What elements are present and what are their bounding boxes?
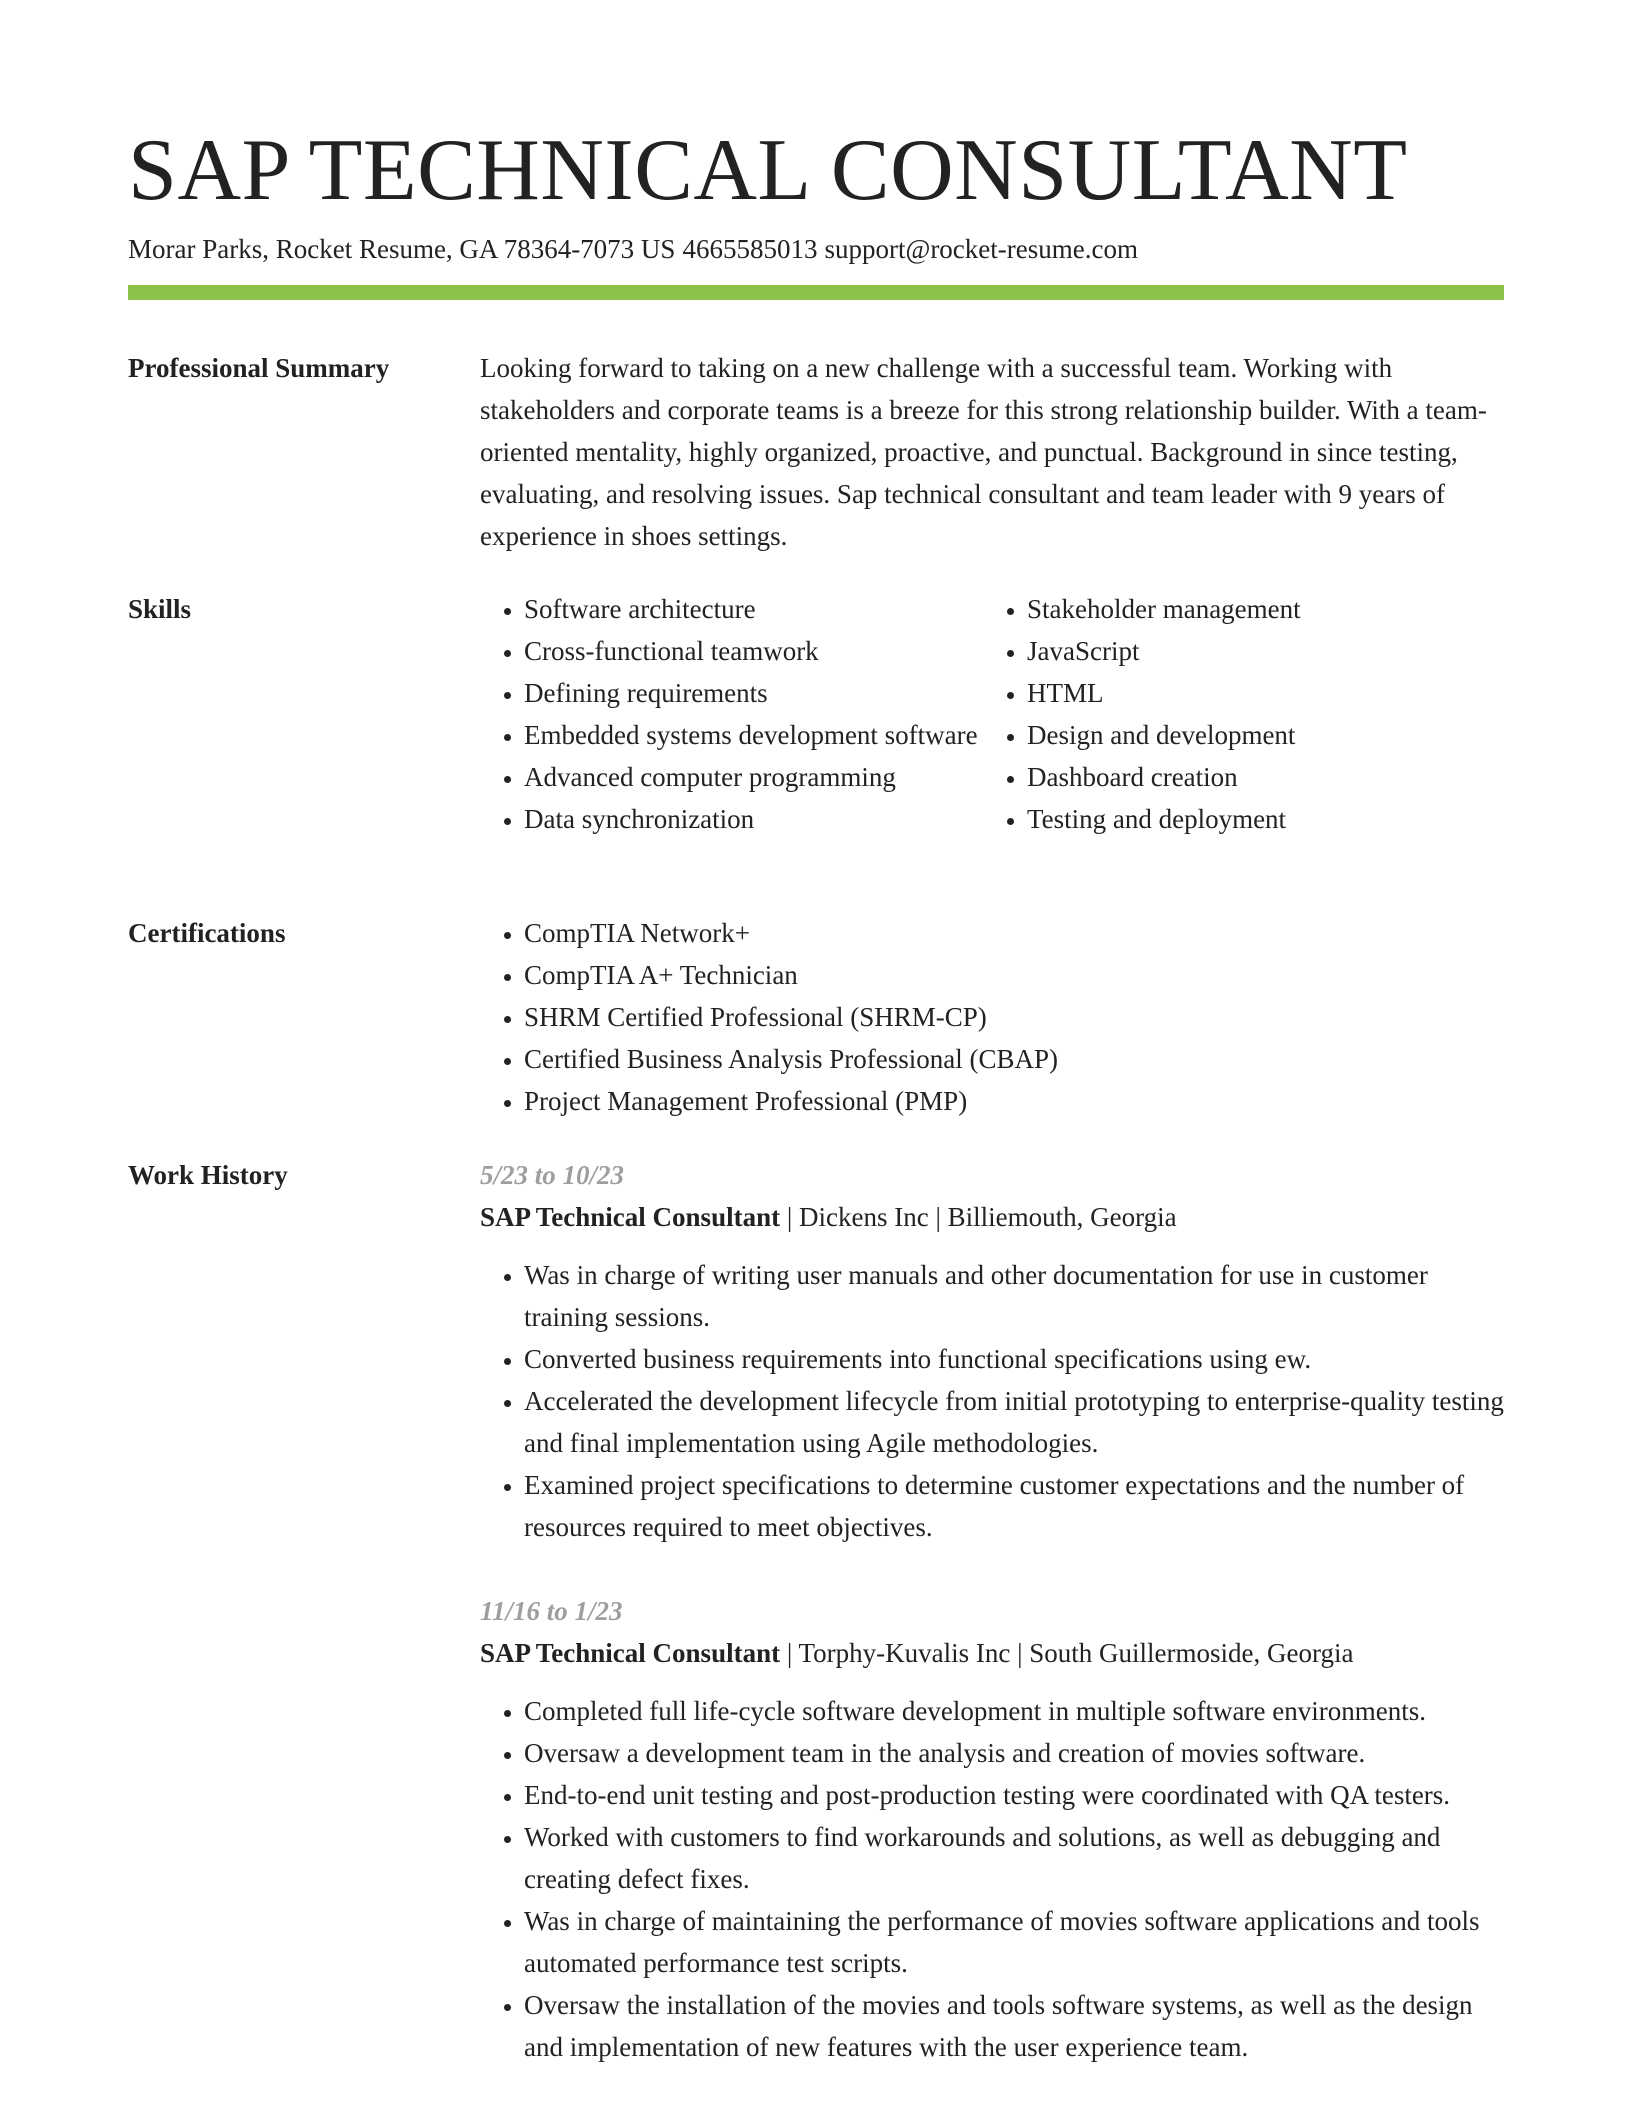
- skill-item: • Design and development: [1027, 714, 1486, 756]
- header-divider: [128, 285, 1504, 300]
- skills-body: [480, 588, 1504, 840]
- certification-item: • CompTIA Network+: [524, 912, 1504, 954]
- skills-list-right: [983, 588, 1486, 840]
- contact-address: Morar Parks, Rocket Resume, GA 78364-7073 US: [128, 234, 676, 264]
- skills-columns: [480, 588, 1504, 840]
- skill-item: • HTML: [1027, 672, 1486, 714]
- job-header: [480, 1196, 1504, 1238]
- skills-list-left: [480, 588, 983, 840]
- job-company-location: | Dickens Inc | Billiemouth, Georgia: [780, 1202, 1177, 1232]
- skill-item: • Testing and deployment: [1027, 798, 1486, 840]
- skill-item: • JavaScript: [1027, 630, 1486, 672]
- summary-heading: Professional Summary: [128, 353, 390, 383]
- job-dates: 11/16 to 1/23: [480, 1596, 623, 1626]
- certifications-list: [480, 912, 1504, 1122]
- skill-item: • Defining requirements: [524, 672, 983, 714]
- job-bullets: [480, 1690, 1504, 2068]
- job-entry: [480, 1590, 1504, 2068]
- contact-line: [128, 229, 1138, 269]
- job-bullet: • Accelerated the development lifecycle from initial prototyping to enterprise-quality testing and final implementation using Agile methodologies.: [524, 1380, 1504, 1464]
- job-entry: [480, 1154, 1504, 1548]
- job-bullet: • Completed full life-cycle software development in multiple software environments.: [524, 1690, 1504, 1732]
- job-bullet: • Oversaw a development team in the analysis and creation of movies software.: [524, 1732, 1504, 1774]
- certification-item: • Project Management Professional (PMP): [524, 1080, 1504, 1122]
- certifications-body: [480, 912, 1504, 1122]
- contact-email: support@rocket-resume.com: [824, 234, 1138, 264]
- resume-title: SAP TECHNICAL CONSULTANT: [128, 122, 1408, 219]
- summary-body: [480, 347, 1504, 557]
- skill-item: • Cross-functional teamwork: [524, 630, 983, 672]
- certification-item: • Certified Business Analysis Professional (CBAP): [524, 1038, 1504, 1080]
- job-bullet: • Oversaw the installation of the movies and tools software systems, as well as the design and implementation of new features with the user experience team.: [524, 1984, 1504, 2068]
- skill-item: • Dashboard creation: [1027, 756, 1486, 798]
- skill-item: • Data synchronization: [524, 798, 983, 840]
- certification-item: • SHRM Certified Professional (SHRM-CP): [524, 996, 1504, 1038]
- summary-text: Looking forward to taking on a new challenge with a successful team. Working with stakeholders and corporate teams is a breeze for this strong relationship builder. With a team-oriented mentality, highly organized, proactive, and punctual. Background in since testing, evaluating, and resolving issues. Sap technical consultant and team leader with 9 years of experience in shoes settings.: [480, 353, 1487, 551]
- skill-item: • Software architecture: [524, 588, 983, 630]
- work-history-heading: Work History: [128, 1160, 288, 1190]
- job-bullet: • Was in charge of maintaining the performance of movies software applications and tools automated performance test scripts.: [524, 1900, 1504, 1984]
- job-header: [480, 1632, 1504, 1674]
- work-history-body: [480, 1154, 1504, 2068]
- job-bullet: • Converted business requirements into functional specifications using ew.: [524, 1338, 1504, 1380]
- contact-phone: 4665585013: [682, 234, 818, 264]
- skills-column-right: [983, 588, 1486, 840]
- skill-item: • Embedded systems development software: [524, 714, 983, 756]
- job-dates: 5/23 to 10/23: [480, 1160, 625, 1190]
- job-bullet: • End-to-end unit testing and post-production testing were coordinated with QA testers.: [524, 1774, 1504, 1816]
- job-title: SAP Technical Consultant: [480, 1202, 781, 1232]
- skill-item: • Stakeholder management: [1027, 588, 1486, 630]
- certifications-heading: Certifications: [128, 918, 286, 948]
- job-bullet: • Examined project specifications to determine customer expectations and the number of resources required to meet objectives.: [524, 1464, 1504, 1548]
- job-company-location: | Torphy-Kuvalis Inc | South Guillermoside, Georgia: [780, 1638, 1354, 1668]
- certification-item: • CompTIA A+ Technician: [524, 954, 1504, 996]
- job-title: SAP Technical Consultant: [480, 1638, 781, 1668]
- skill-item: • Advanced computer programming: [524, 756, 983, 798]
- skills-heading: Skills: [128, 594, 192, 624]
- job-bullets: [480, 1254, 1504, 1548]
- job-bullet: • Worked with customers to find workarounds and solutions, as well as debugging and creating defect fixes.: [524, 1816, 1504, 1900]
- job-bullet: • Was in charge of writing user manuals and other documentation for use in customer training sessions.: [524, 1254, 1504, 1338]
- skills-column-left: [480, 588, 983, 840]
